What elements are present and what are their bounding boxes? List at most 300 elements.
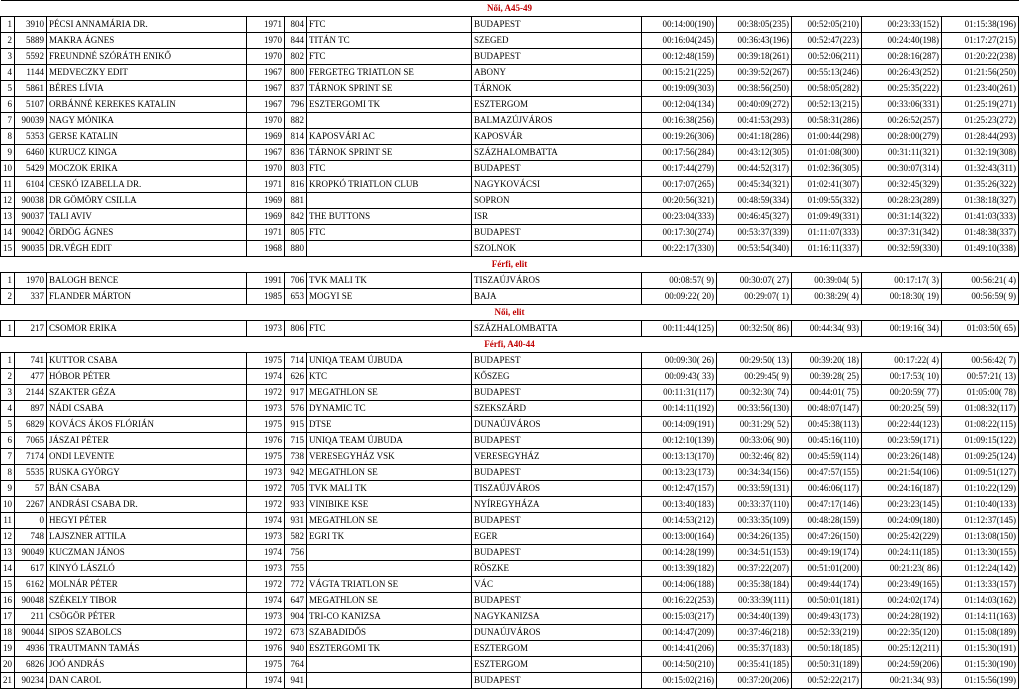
swim-time-cell: 00:17:30(274) [642, 225, 717, 241]
place-cell: 2 [1, 33, 15, 49]
club-cell: FTC [307, 321, 472, 337]
name-cell: NAGY MÓNIKA [47, 113, 247, 129]
swim-time-cell: 00:12:04(134) [642, 97, 717, 113]
start-no-cell: 796 [285, 97, 307, 113]
place-cell: 1 [1, 353, 15, 369]
total-time-cell: 01:14:03(162) [942, 593, 1019, 609]
birth-year-cell: 1970 [247, 113, 285, 129]
club-cell: TÁRNOK SPRINT SE [307, 81, 472, 97]
name-cell: GERSE KATALIN [47, 129, 247, 145]
birth-year-cell: 1974 [247, 545, 285, 561]
bib-cell: 90037 [15, 209, 47, 225]
total-time-cell: 01:09:25(124) [942, 449, 1019, 465]
table-row [1, 465, 1019, 481]
name-cell: LAJSZNER ATTILA [47, 529, 247, 545]
birth-year-cell: 1991 [247, 273, 285, 289]
swim-bike-time-cell: 00:39:04( 5) [792, 273, 862, 289]
bike-time-cell: 00:35:38(184) [717, 577, 792, 593]
total-time-cell: 01:32:43(311) [942, 161, 1019, 177]
table-row [1, 401, 1019, 417]
city-cell: ESZTERGOM [472, 657, 642, 673]
swim-bike-time-cell: 00:50:18(185) [792, 641, 862, 657]
birth-year-cell: 1974 [247, 369, 285, 385]
birth-year-cell: 1973 [247, 561, 285, 577]
start-no-cell: 816 [285, 177, 307, 193]
swim-time-cell: 00:14:28(199) [642, 545, 717, 561]
birth-year-cell: 1973 [247, 401, 285, 417]
total-time-cell: 01:09:15(122) [942, 433, 1019, 449]
birth-year-cell: 1970 [247, 49, 285, 65]
run-time-cell: 00:26:52(257) [862, 113, 942, 129]
bike-time-cell: 00:53:37(339) [717, 225, 792, 241]
table-row [1, 385, 1019, 401]
total-time-cell: 01:15:08(189) [942, 625, 1019, 641]
start-no-cell: 714 [285, 353, 307, 369]
city-cell: SOPRON [472, 193, 642, 209]
city-cell: TÁRNOK [472, 81, 642, 97]
bib-cell: 617 [15, 561, 47, 577]
club-cell: ESZTERGOMI TK [307, 641, 472, 657]
bike-time-cell: 00:33:35(109) [717, 513, 792, 529]
bike-time-cell: 00:33:37(110) [717, 497, 792, 513]
place-cell: 15 [1, 241, 15, 257]
swim-time-cell: 00:22:17(330) [642, 241, 717, 257]
start-no-cell: 806 [285, 321, 307, 337]
start-no-cell: 755 [285, 561, 307, 577]
place-cell: 18 [1, 625, 15, 641]
place-cell: 3 [1, 385, 15, 401]
birth-year-cell: 1974 [247, 513, 285, 529]
bike-time-cell: 00:32:30( 74) [717, 385, 792, 401]
place-cell: 10 [1, 497, 15, 513]
total-time-cell: 00:56:59( 9) [942, 289, 1019, 305]
club-cell: TÁRNOK SPRINT SE [307, 145, 472, 161]
run-time-cell: 00:32:45(329) [862, 177, 942, 193]
table-row [1, 417, 1019, 433]
city-cell: BUDAPEST [472, 673, 642, 689]
start-no-cell: 814 [285, 129, 307, 145]
start-no-cell: 576 [285, 401, 307, 417]
club-cell: FTC [307, 225, 472, 241]
place-cell: 14 [1, 561, 15, 577]
club-cell: MEGATHLON SE [307, 385, 472, 401]
run-time-cell: 00:37:31(342) [862, 225, 942, 241]
city-cell: BALMAZÚJVÁROS [472, 113, 642, 129]
swim-bike-time-cell: 01:01:08(300) [792, 145, 862, 161]
run-time-cell: 00:19:16( 34) [862, 321, 942, 337]
place-cell: 1 [1, 273, 15, 289]
city-cell: NYÍREGYHÁZA [472, 497, 642, 513]
start-no-cell: 882 [285, 113, 307, 129]
total-time-cell: 01:21:56(250) [942, 65, 1019, 81]
place-cell: 9 [1, 481, 15, 497]
bike-time-cell: 00:31:29( 52) [717, 417, 792, 433]
swim-time-cell: 00:13:23(173) [642, 465, 717, 481]
city-cell: EGER [472, 529, 642, 545]
table-row [1, 513, 1019, 529]
place-cell: 4 [1, 65, 15, 81]
city-cell: ISR [472, 209, 642, 225]
club-cell: UNIQA TEAM ÚJBUDA [307, 353, 472, 369]
table-row [1, 593, 1019, 609]
name-cell: SZÉKELY TIBOR [47, 593, 247, 609]
table-row [1, 625, 1019, 641]
run-time-cell: 00:21:23( 86) [862, 561, 942, 577]
name-cell: KURUCZ KINGA [47, 145, 247, 161]
table-row [1, 609, 1019, 625]
start-no-cell: 802 [285, 49, 307, 65]
birth-year-cell: 1976 [247, 641, 285, 657]
bike-time-cell: 00:43:12(305) [717, 145, 792, 161]
birth-year-cell: 1975 [247, 449, 285, 465]
bib-cell: 5353 [15, 129, 47, 145]
club-cell: KTC [307, 369, 472, 385]
name-cell: CSÖGÖR PÉTER [47, 609, 247, 625]
swim-bike-time-cell: 00:49:44(174) [792, 577, 862, 593]
swim-time-cell: 00:11:31(117) [642, 385, 717, 401]
club-cell: ESZTERGOMI TK [307, 97, 472, 113]
swim-time-cell: 00:14:47(209) [642, 625, 717, 641]
swim-time-cell: 00:14:00(190) [642, 17, 717, 33]
total-time-cell: 01:13:08(150) [942, 529, 1019, 545]
name-cell: DAN CAROL [47, 673, 247, 689]
city-cell: NAGYKOVÁCSI [472, 177, 642, 193]
swim-time-cell: 00:17:44(279) [642, 161, 717, 177]
name-cell: ÖRDÖG ÁGNES [47, 225, 247, 241]
club-cell: KAPOSVÁRI AC [307, 129, 472, 145]
total-time-cell: 01:38:18(327) [942, 193, 1019, 209]
run-time-cell: 00:24:59(206) [862, 657, 942, 673]
place-cell: 8 [1, 465, 15, 481]
bib-cell: 5861 [15, 81, 47, 97]
bib-cell: 5592 [15, 49, 47, 65]
club-cell [307, 113, 472, 129]
start-no-cell: 673 [285, 625, 307, 641]
swim-time-cell: 00:12:10(139) [642, 433, 717, 449]
table-row [1, 673, 1019, 689]
swim-time-cell: 00:15:02(216) [642, 673, 717, 689]
club-cell: UNIQA TEAM ÚJBUDA [307, 433, 472, 449]
table-row [1, 577, 1019, 593]
run-time-cell: 00:33:06(331) [862, 97, 942, 113]
bike-time-cell: 00:34:26(135) [717, 529, 792, 545]
swim-bike-time-cell: 00:44:01( 75) [792, 385, 862, 401]
table-row [1, 161, 1019, 177]
bib-cell: 90039 [15, 113, 47, 129]
table-row [1, 81, 1019, 97]
start-no-cell: 647 [285, 593, 307, 609]
city-cell: DUNAÚJVÁROS [472, 417, 642, 433]
place-cell: 5 [1, 417, 15, 433]
swim-bike-time-cell: 00:52:33(219) [792, 625, 862, 641]
birth-year-cell: 1967 [247, 81, 285, 97]
bib-cell: 477 [15, 369, 47, 385]
name-cell: SZAKTER GÉZA [47, 385, 247, 401]
bike-time-cell: 00:33:56(130) [717, 401, 792, 417]
birth-year-cell: 1967 [247, 97, 285, 113]
club-cell: TRI-CO KANIZSA [307, 609, 472, 625]
swim-time-cell: 00:11:44(125) [642, 321, 717, 337]
club-cell: TITÁN TC [307, 33, 472, 49]
place-cell: 5 [1, 81, 15, 97]
club-cell: FTC [307, 49, 472, 65]
birth-year-cell: 1975 [247, 353, 285, 369]
table-row [1, 129, 1019, 145]
bib-cell: 5889 [15, 33, 47, 49]
swim-time-cell: 00:23:04(333) [642, 209, 717, 225]
name-cell: ONDI LEVENTE [47, 449, 247, 465]
run-time-cell: 00:30:07(314) [862, 161, 942, 177]
swim-bike-time-cell: 00:58:05(282) [792, 81, 862, 97]
club-cell: FTC [307, 161, 472, 177]
swim-bike-time-cell: 00:45:16(110) [792, 433, 862, 449]
name-cell: MOCZOK ERIKA [47, 161, 247, 177]
total-time-cell: 01:48:38(337) [942, 225, 1019, 241]
bib-cell: 217 [15, 321, 47, 337]
total-time-cell: 01:15:38(196) [942, 17, 1019, 33]
club-cell: TVK MALI TK [307, 273, 472, 289]
table-row [1, 657, 1019, 673]
total-time-cell: 01:10:22(129) [942, 481, 1019, 497]
total-time-cell: 01:08:32(117) [942, 401, 1019, 417]
city-cell: SZOLNOK [472, 241, 642, 257]
birth-year-cell: 1985 [247, 289, 285, 305]
start-no-cell: 803 [285, 161, 307, 177]
table-row [1, 65, 1019, 81]
run-time-cell: 00:28:16(287) [862, 49, 942, 65]
name-cell: JOÓ ANDRÁS [47, 657, 247, 673]
start-no-cell: 933 [285, 497, 307, 513]
place-cell: 11 [1, 513, 15, 529]
city-cell: BUDAPEST [472, 353, 642, 369]
place-cell: 1 [1, 321, 15, 337]
place-cell: 2 [1, 289, 15, 305]
city-cell: ESZTERGOM [472, 97, 642, 113]
table-row [1, 561, 1019, 577]
name-cell: CSOMOR ERIKA [47, 321, 247, 337]
bib-cell: 741 [15, 353, 47, 369]
bike-time-cell: 00:37:22(207) [717, 561, 792, 577]
start-no-cell: 800 [285, 65, 307, 81]
club-cell: DTSE [307, 417, 472, 433]
start-no-cell: 941 [285, 673, 307, 689]
swim-time-cell: 00:15:03(217) [642, 609, 717, 625]
bike-time-cell: 00:35:37(183) [717, 641, 792, 657]
swim-time-cell: 00:12:48(159) [642, 49, 717, 65]
bib-cell: 211 [15, 609, 47, 625]
start-no-cell: 836 [285, 145, 307, 161]
name-cell: TALI AVIV [47, 209, 247, 225]
bike-time-cell: 00:34:51(153) [717, 545, 792, 561]
swim-time-cell: 00:16:38(256) [642, 113, 717, 129]
club-cell [307, 241, 472, 257]
bike-time-cell: 00:40:09(272) [717, 97, 792, 113]
total-time-cell: 01:23:40(261) [942, 81, 1019, 97]
swim-time-cell: 00:14:06(188) [642, 577, 717, 593]
name-cell: FREUNDNÉ SZÓRÁTH ENIKŐ [47, 49, 247, 65]
city-cell: BUDAPEST [472, 433, 642, 449]
bib-cell: 5535 [15, 465, 47, 481]
club-cell: MEGATHLON SE [307, 513, 472, 529]
swim-bike-time-cell: 00:39:28( 25) [792, 369, 862, 385]
name-cell: ANDRÁSI CSABA DR. [47, 497, 247, 513]
bike-time-cell: 00:33:39(111) [717, 593, 792, 609]
total-time-cell: 01:35:26(322) [942, 177, 1019, 193]
swim-bike-time-cell: 00:48:07(147) [792, 401, 862, 417]
place-cell: 2 [1, 369, 15, 385]
city-cell: BUDAPEST [472, 161, 642, 177]
run-time-cell: 00:20:25( 59) [862, 401, 942, 417]
name-cell: KINYÓ LÁSZLÓ [47, 561, 247, 577]
total-time-cell: 01:12:37(145) [942, 513, 1019, 529]
club-cell: FERGETEG TRIATLON SE [307, 65, 472, 81]
swim-bike-time-cell: 00:58:31(286) [792, 113, 862, 129]
table-row [1, 353, 1019, 369]
table-row [1, 545, 1019, 561]
swim-time-cell: 00:09:22( 20) [642, 289, 717, 305]
swim-time-cell: 00:20:56(321) [642, 193, 717, 209]
city-cell: KŐSZEG [472, 369, 642, 385]
swim-time-cell: 00:17:07(265) [642, 177, 717, 193]
bib-cell: 90038 [15, 193, 47, 209]
swim-time-cell: 00:17:56(284) [642, 145, 717, 161]
category-heading: Férfi, elit [1, 257, 1019, 273]
swim-bike-time-cell: 00:48:28(159) [792, 513, 862, 529]
run-time-cell: 00:25:35(222) [862, 81, 942, 97]
total-time-cell: 00:56:42( 7) [942, 353, 1019, 369]
total-time-cell: 01:15:30(190) [942, 657, 1019, 673]
club-cell: KROPKÓ TRIATLON CLUB [307, 177, 472, 193]
place-cell: 6 [1, 433, 15, 449]
run-time-cell: 00:20:59( 77) [862, 385, 942, 401]
category-heading-row [1, 305, 1019, 321]
city-cell: BUDAPEST [472, 49, 642, 65]
swim-time-cell: 00:19:26(306) [642, 129, 717, 145]
bib-cell: 5429 [15, 161, 47, 177]
club-cell: TVK MALI TK [307, 481, 472, 497]
bike-time-cell: 00:32:50( 86) [717, 321, 792, 337]
start-no-cell: 904 [285, 609, 307, 625]
place-cell: 3 [1, 49, 15, 65]
total-time-cell: 00:57:21( 13) [942, 369, 1019, 385]
total-time-cell: 01:25:19(271) [942, 97, 1019, 113]
table-row [1, 481, 1019, 497]
city-cell: NAGYKANIZSA [472, 609, 642, 625]
table-row [1, 497, 1019, 513]
place-cell: 20 [1, 657, 15, 673]
place-cell: 16 [1, 593, 15, 609]
bib-cell: 90048 [15, 593, 47, 609]
birth-year-cell: 1975 [247, 657, 285, 673]
table-row [1, 289, 1019, 305]
swim-time-cell: 00:13:39(182) [642, 561, 717, 577]
bike-time-cell: 00:29:07( 1) [717, 289, 792, 305]
swim-bike-time-cell: 00:52:47(223) [792, 33, 862, 49]
table-row [1, 97, 1019, 113]
results-body [1, 1, 1019, 689]
birth-year-cell: 1974 [247, 593, 285, 609]
start-no-cell: 805 [285, 225, 307, 241]
total-time-cell: 01:03:50( 65) [942, 321, 1019, 337]
swim-bike-time-cell: 00:52:13(215) [792, 97, 862, 113]
place-cell: 4 [1, 401, 15, 417]
birth-year-cell: 1972 [247, 625, 285, 641]
city-cell: SZÁZHALOMBATTA [472, 145, 642, 161]
swim-time-cell: 00:14:11(192) [642, 401, 717, 417]
total-time-cell: 01:05:00( 78) [942, 385, 1019, 401]
bike-time-cell: 00:36:43(196) [717, 33, 792, 49]
swim-time-cell: 00:12:47(157) [642, 481, 717, 497]
total-time-cell: 01:41:03(333) [942, 209, 1019, 225]
bib-cell: 90234 [15, 673, 47, 689]
bib-cell: 1144 [15, 65, 47, 81]
total-time-cell: 01:13:30(155) [942, 545, 1019, 561]
place-cell: 13 [1, 545, 15, 561]
bib-cell: 90044 [15, 625, 47, 641]
name-cell: KUCZMAN JÁNOS [47, 545, 247, 561]
table-row [1, 641, 1019, 657]
swim-bike-time-cell: 01:16:11(337) [792, 241, 862, 257]
bib-cell: 6829 [15, 417, 47, 433]
run-time-cell: 00:23:23(145) [862, 497, 942, 513]
bike-time-cell: 00:33:59(131) [717, 481, 792, 497]
run-time-cell: 00:22:35(120) [862, 625, 942, 641]
bike-time-cell: 00:46:45(327) [717, 209, 792, 225]
total-time-cell: 01:12:24(142) [942, 561, 1019, 577]
birth-year-cell: 1969 [247, 193, 285, 209]
start-no-cell: 942 [285, 465, 307, 481]
start-no-cell: 915 [285, 417, 307, 433]
swim-time-cell: 00:14:09(191) [642, 417, 717, 433]
place-cell: 15 [1, 577, 15, 593]
run-time-cell: 00:26:43(252) [862, 65, 942, 81]
club-cell: FTC [307, 17, 472, 33]
swim-bike-time-cell: 00:55:13(246) [792, 65, 862, 81]
swim-bike-time-cell: 01:09:49(331) [792, 209, 862, 225]
city-cell: BUDAPEST [472, 385, 642, 401]
birth-year-cell: 1973 [247, 321, 285, 337]
start-no-cell: 804 [285, 17, 307, 33]
place-cell: 11 [1, 177, 15, 193]
birth-year-cell: 1972 [247, 481, 285, 497]
name-cell: MOLNÁR PÉTER [47, 577, 247, 593]
total-time-cell: 00:56:21( 4) [942, 273, 1019, 289]
swim-bike-time-cell: 00:49:43(173) [792, 609, 862, 625]
birth-year-cell: 1973 [247, 465, 285, 481]
swim-bike-time-cell: 00:47:17(146) [792, 497, 862, 513]
place-cell: 9 [1, 145, 15, 161]
table-row [1, 193, 1019, 209]
name-cell: KUTTOR CSABA [47, 353, 247, 369]
swim-bike-time-cell: 01:11:07(333) [792, 225, 862, 241]
start-no-cell: 880 [285, 241, 307, 257]
table-row [1, 145, 1019, 161]
run-time-cell: 00:31:14(322) [862, 209, 942, 225]
name-cell: ORBÁNNÉ KEREKES KATALIN [47, 97, 247, 113]
run-time-cell: 00:28:23(289) [862, 193, 942, 209]
table-row [1, 33, 1019, 49]
bib-cell: 7065 [15, 433, 47, 449]
total-time-cell: 01:15:30(191) [942, 641, 1019, 657]
swim-bike-time-cell: 01:09:55(332) [792, 193, 862, 209]
category-heading: Női, elit [1, 305, 1019, 321]
bike-time-cell: 00:35:41(185) [717, 657, 792, 673]
start-no-cell: 837 [285, 81, 307, 97]
start-no-cell: 706 [285, 273, 307, 289]
bib-cell: 337 [15, 289, 47, 305]
total-time-cell: 01:32:19(308) [942, 145, 1019, 161]
start-no-cell: 844 [285, 33, 307, 49]
